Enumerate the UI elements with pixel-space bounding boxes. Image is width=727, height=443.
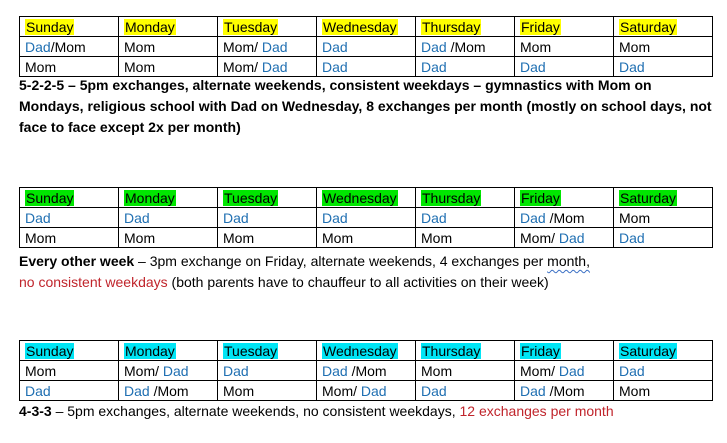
day-name: Wednesday <box>323 18 397 35</box>
description-line <box>19 251 719 272</box>
day-name: Tuesday <box>224 18 278 35</box>
description-text: (both parents have to chauffeur to all activities on their week) <box>167 274 549 290</box>
day-header-cell <box>317 341 416 361</box>
custody-row <box>20 57 713 77</box>
parent-mom: Mom <box>619 209 651 226</box>
day-header-cell <box>20 341 119 361</box>
day-name: Thursday <box>422 18 481 35</box>
schedule-body <box>20 341 713 401</box>
highlighted-red-text: no consistent weekdays <box>19 274 168 290</box>
parent-mom: Mom/ <box>322 382 361 399</box>
parent-dad: Dad <box>421 58 447 75</box>
parent-dad: Dad <box>619 229 645 246</box>
day-header-cell <box>515 341 614 361</box>
parent-mom: Mom <box>25 362 57 379</box>
day-header-cell <box>614 188 713 208</box>
custody-cell <box>614 57 713 77</box>
day-name: Saturday <box>620 18 677 35</box>
custody-cell <box>20 208 119 228</box>
day-header-cell <box>119 17 218 37</box>
parent-mom: /Mom <box>545 382 585 399</box>
schedule-description-5-2-2-5 <box>19 75 719 138</box>
parent-mom: Mom <box>124 38 156 55</box>
day-header-cell <box>416 17 515 37</box>
day-header-cell <box>317 188 416 208</box>
day-name: Sunday <box>26 189 74 206</box>
custody-cell <box>317 208 416 228</box>
custody-cell <box>317 57 416 77</box>
parent-mom: Mom/ <box>520 362 559 379</box>
day-name: Saturday <box>620 189 677 206</box>
parent-mom: /Mom <box>545 209 585 226</box>
parent-dad: Dad <box>558 362 585 379</box>
custody-cell <box>614 208 713 228</box>
day-header-row <box>20 188 713 208</box>
custody-cell <box>515 361 614 381</box>
day-header-cell <box>20 188 119 208</box>
schedule-table-4-3-3 <box>19 340 713 401</box>
day-name: Tuesday <box>224 342 278 359</box>
spellcheck-underlined-word: month, <box>547 253 590 269</box>
description-text: – 5pm exchanges, alternate weekends, no consistent weekdays, <box>51 403 460 419</box>
schedule-body <box>20 17 713 77</box>
custody-cell <box>218 208 317 228</box>
parent-dad: Dad <box>162 362 189 379</box>
parent-mom: Mom/ <box>223 38 262 55</box>
highlighted-red-text: 12 exchanges per month <box>459 403 614 419</box>
day-name: Monday <box>125 342 175 359</box>
schedule-description-every-other-week <box>19 251 719 293</box>
parent-mom: /Mom <box>149 382 189 399</box>
day-header-cell <box>218 341 317 361</box>
parent-mom: Mom <box>124 58 156 75</box>
custody-cell <box>515 37 614 57</box>
parent-dad: Dad <box>360 382 387 399</box>
parent-mom: Mom <box>223 382 255 399</box>
description-line <box>19 401 719 422</box>
parent-dad: Dad <box>520 209 546 226</box>
day-header-cell <box>218 188 317 208</box>
custody-cell <box>614 381 713 401</box>
parent-mom: Mom <box>223 229 255 246</box>
day-name: Monday <box>125 18 175 35</box>
parent-dad: Dad <box>322 209 348 226</box>
schedule-table-5-2-2-5 <box>19 16 713 77</box>
parent-dad: Dad <box>261 38 288 55</box>
parent-dad: Dad <box>223 209 249 226</box>
description-text: – 3pm exchange on Friday, alternate weekends, 4 exchanges per <box>134 253 548 269</box>
custody-cell <box>218 37 317 57</box>
parent-mom: /Mom <box>446 38 486 55</box>
day-name: Friday <box>521 18 560 35</box>
custody-row <box>20 361 713 381</box>
day-header-cell <box>119 188 218 208</box>
day-header-cell <box>20 17 119 37</box>
parent-dad: Dad <box>421 38 447 55</box>
custody-cell <box>119 228 218 248</box>
day-header-cell <box>614 17 713 37</box>
day-name: Friday <box>521 342 560 359</box>
custody-cell <box>614 361 713 381</box>
custody-cell <box>218 361 317 381</box>
custody-cell <box>218 381 317 401</box>
custody-cell <box>119 37 218 57</box>
day-name: Thursday <box>422 342 481 359</box>
custody-cell <box>20 361 119 381</box>
parent-mom: /Mom <box>50 38 86 55</box>
custody-cell <box>218 228 317 248</box>
parent-mom: Mom/ <box>124 362 163 379</box>
parent-dad: Dad <box>619 58 645 75</box>
custody-cell <box>515 208 614 228</box>
parent-mom: Mom <box>25 229 57 246</box>
custody-cell <box>515 57 614 77</box>
description-line: face to face except 2x per month) <box>19 119 241 135</box>
parent-dad: Dad <box>520 382 546 399</box>
day-header-cell <box>515 17 614 37</box>
day-name: Wednesday <box>323 189 397 206</box>
custody-row <box>20 37 713 57</box>
schedule-body <box>20 188 713 248</box>
custody-cell <box>20 228 119 248</box>
parent-dad: Dad <box>421 209 447 226</box>
parent-mom: Mom <box>619 38 651 55</box>
parent-mom: Mom <box>520 38 552 55</box>
custody-cell <box>515 381 614 401</box>
custody-cell <box>119 361 218 381</box>
day-header-cell <box>416 341 515 361</box>
custody-cell <box>416 37 515 57</box>
custody-cell <box>20 381 119 401</box>
parent-dad: Dad <box>25 209 51 226</box>
day-header-cell <box>614 341 713 361</box>
custody-cell <box>317 37 416 57</box>
day-name: Tuesday <box>224 189 278 206</box>
custody-row <box>20 228 713 248</box>
parent-mom: /Mom <box>347 362 387 379</box>
custody-cell <box>614 37 713 57</box>
description-line <box>19 272 719 293</box>
parent-mom: Mom <box>322 229 354 246</box>
parent-mom: Mom <box>25 58 57 75</box>
day-name: Friday <box>521 189 560 206</box>
parent-dad: Dad <box>223 362 249 379</box>
parent-mom: Mom <box>421 362 453 379</box>
custody-cell <box>416 381 515 401</box>
parent-dad: Dad <box>619 362 645 379</box>
schedule-title: 5-2-2-5 <box>19 77 65 93</box>
parent-dad: Dad <box>322 362 348 379</box>
schedule-title: Every other week <box>19 253 135 269</box>
custody-cell <box>218 57 317 77</box>
parent-dad: Dad <box>25 382 51 399</box>
parent-dad: Dad <box>322 38 348 55</box>
custody-cell <box>20 57 119 77</box>
day-name: Saturday <box>620 342 677 359</box>
parent-mom: Mom <box>619 382 651 399</box>
schedule-table-every-other-week <box>19 187 713 248</box>
description-line <box>19 75 719 96</box>
custody-cell <box>614 228 713 248</box>
day-header-row <box>20 341 713 361</box>
parent-mom: Mom/ <box>223 58 262 75</box>
custody-cell <box>20 37 119 57</box>
parent-dad: Dad <box>261 58 288 75</box>
custody-row <box>20 208 713 228</box>
custody-cell <box>416 228 515 248</box>
day-name: Wednesday <box>323 342 397 359</box>
parent-dad: Dad <box>421 382 447 399</box>
schedule-description-4-3-3 <box>19 401 719 422</box>
custody-cell <box>515 228 614 248</box>
custody-cell <box>119 208 218 228</box>
custody-cell <box>416 57 515 77</box>
day-header-cell <box>218 17 317 37</box>
parent-dad: Dad <box>25 38 51 55</box>
parent-mom: Mom <box>421 229 453 246</box>
parent-mom: Mom <box>124 229 156 246</box>
custody-cell <box>317 228 416 248</box>
parent-dad: Dad <box>322 58 348 75</box>
custody-cell <box>119 57 218 77</box>
day-header-cell <box>515 188 614 208</box>
custody-cell <box>317 381 416 401</box>
description-line: Mondays, religious school with Dad on Wednesday, 8 exchanges per month (mostly on school days, not <box>19 98 712 114</box>
day-name: Monday <box>125 189 175 206</box>
custody-cell <box>119 381 218 401</box>
parent-dad: Dad <box>558 229 585 246</box>
day-header-cell <box>317 17 416 37</box>
custody-cell <box>416 208 515 228</box>
schedule-title: 4-3-3 <box>19 403 52 419</box>
custody-row <box>20 381 713 401</box>
day-header-cell <box>119 341 218 361</box>
custody-cell <box>416 361 515 381</box>
custody-cell <box>317 361 416 381</box>
parent-dad: Dad <box>124 382 150 399</box>
parent-dad: Dad <box>520 58 546 75</box>
day-header-cell <box>416 188 515 208</box>
day-header-row <box>20 17 713 37</box>
day-name: Sunday <box>26 18 74 35</box>
parent-dad: Dad <box>124 209 150 226</box>
parent-mom: Mom/ <box>520 229 559 246</box>
description-text: – 5pm exchanges, alternate weekends, consistent weekdays – gymnastics with Mom on <box>64 77 652 93</box>
day-name: Sunday <box>26 342 74 359</box>
day-name: Thursday <box>422 189 481 206</box>
